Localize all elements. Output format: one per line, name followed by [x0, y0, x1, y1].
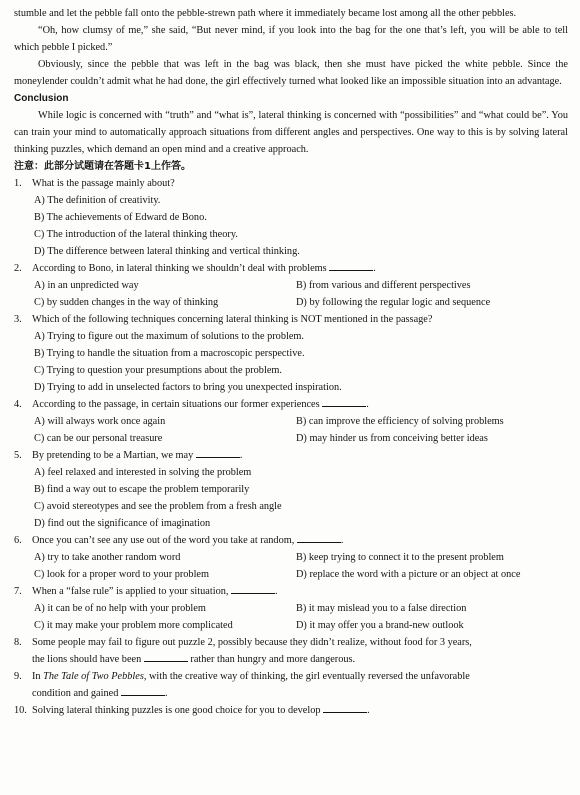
question-1: [14, 175, 568, 260]
option-a: A) in an unpredicted way: [34, 280, 139, 291]
answer-blank: [297, 532, 341, 543]
answer-blank: [323, 702, 367, 713]
story-title: The Tale of Two Pebbles: [43, 671, 144, 682]
question-stem-end: .: [367, 705, 370, 716]
question-8: [14, 634, 568, 668]
question-stem-continuation: [14, 651, 568, 668]
option-a: A) will always work once again: [34, 416, 166, 427]
passage-paragraph-2: “Oh, how clumsy of me,” she said, “But never mind, if you look into the bag for the one that’s left, you will be able to tell which pebble I picked.”: [14, 25, 568, 53]
stem-part: , with the creative way of thinking, the girl eventually reversed the unfavorable: [143, 671, 470, 682]
option-b: B) from various and different perspectives: [296, 280, 471, 291]
question-number: 1.: [14, 178, 22, 189]
question-number: 2.: [14, 263, 22, 274]
answer-blank: [144, 651, 188, 662]
option-b: B) The achievements of Edward de Bono.: [34, 212, 207, 223]
question-5: [14, 447, 568, 532]
option-b: B) can improve the efficiency of solving problems: [296, 416, 504, 427]
passage-paragraph-4: While logic is concerned with “truth” and “what is”, lateral thinking is concerned with “possibilities” and “what could be”. You can train your mind to automatically approach situations from different angles and perspectives. One way to this is by solving lateral thinking puzzles, which demand an open mind and a creative approach.: [14, 110, 568, 155]
option-b: B) it may mislead you to a false direction: [296, 603, 467, 614]
question-7: [14, 583, 568, 634]
question-stem: What is the passage mainly about?: [32, 178, 175, 189]
question-stem: By pretending to be a Martian, we may: [32, 450, 194, 461]
question-stem-end: .: [275, 586, 278, 597]
question-number: 3.: [14, 314, 22, 325]
question-stem-end: .: [366, 399, 369, 410]
option-a: A) The definition of creativity.: [34, 195, 161, 206]
answer-blank: [322, 396, 366, 407]
question-stem-end: .: [373, 263, 376, 274]
question-number: 10.: [14, 705, 27, 716]
question-stem: Solving lateral thinking puzzles is one good choice for you to develop: [32, 705, 321, 716]
question-number: 5.: [14, 450, 22, 461]
option-b: B) find a way out to escape the problem temporarily: [34, 484, 250, 495]
option-a: A) feel relaxed and interested in solving the problem: [34, 467, 252, 478]
stem-part: .: [164, 688, 168, 699]
stem-part: rather than hungry and more dangerous.: [190, 654, 356, 665]
question-number: 7.: [14, 586, 22, 597]
question-stem: According to the passage, in certain situations our former experiences: [32, 399, 320, 410]
stem-part: condition and gained: [32, 688, 119, 699]
question-number: 6.: [14, 535, 22, 546]
question-4: [14, 396, 568, 447]
answer-blank: [196, 447, 240, 458]
question-number: 4.: [14, 399, 22, 410]
passage-paragraph-1: stumble and let the pebble fall onto the pebble-strewn path where it immediately became lost among all the other pebbles.: [14, 8, 517, 19]
option-a: A) try to take another random word: [34, 552, 181, 563]
question-stem-continuation: [14, 685, 568, 702]
option-d: D) find out the significance of imagination: [34, 518, 211, 529]
answer-sheet-instruction: 注意：此部分试题请在答题卡1上作答。: [14, 161, 191, 172]
conclusion-heading: Conclusion: [14, 93, 69, 104]
stem-part: the lions should have been: [32, 654, 142, 665]
question-2: [14, 260, 568, 311]
passage-paragraph-3: Obviously, since the pebble that was left in the bag was black, then she must have picked the white pebble. Since the moneylender couldn’t admit what he had done, the girl effectively turned what looked like an impossible situation into an advantage.: [14, 59, 568, 87]
option-d: D) it may offer you a brand-new outlook: [296, 620, 464, 631]
option-c: C) look for a proper word to your problem: [34, 569, 210, 580]
question-9: [14, 668, 568, 702]
option-c: C) by sudden changes in the way of thinking: [34, 297, 219, 308]
option-d: D) by following the regular logic and sequence: [296, 297, 491, 308]
option-c: C) avoid stereotypes and see the problem from a fresh angle: [34, 501, 282, 512]
option-d: D) The difference between lateral thinking and vertical thinking.: [34, 246, 300, 257]
question-stem: When a “false rule” is applied to your situation,: [32, 586, 229, 597]
question-10: [14, 702, 568, 719]
question-stem: Once you can’t see any use out of the word you take at random,: [32, 535, 295, 546]
option-d: D) Trying to add in unselected factors to bring you unexpected inspiration.: [34, 382, 342, 393]
question-stem: Some people may fail to figure out puzzle 2, possibly because they didn’t realize, without food for 3 years,: [32, 637, 472, 648]
question-6: [14, 532, 568, 583]
option-c: C) Trying to question your presumptions about the problem.: [34, 365, 282, 376]
question-stem: Which of the following techniques concerning lateral thinking is NOT mentioned in the passage?: [32, 314, 433, 325]
question-number: 8.: [14, 637, 22, 648]
option-b: B) keep trying to connect it to the present problem: [296, 552, 504, 563]
option-a: A) it can be of no help with your problem: [34, 603, 206, 614]
option-c: C) can be our personal treasure: [34, 433, 163, 444]
option-d: D) replace the word with a picture or an object at once: [296, 569, 521, 580]
answer-blank: [231, 583, 275, 594]
question-3: [14, 311, 568, 396]
question-stem: According to Bono, in lateral thinking we shouldn’t deal with problems: [32, 263, 327, 274]
stem-part: In: [32, 671, 41, 682]
question-stem-end: .: [340, 535, 344, 546]
option-c: C) The introduction of the lateral thinking theory.: [34, 229, 238, 240]
answer-blank: [329, 260, 373, 271]
option-d: D) may hinder us from conceiving better ideas: [296, 433, 488, 444]
question-number: 9.: [14, 671, 22, 682]
answer-blank: [121, 685, 165, 696]
question-stem-end: .: [239, 450, 243, 461]
option-b: B) Trying to handle the situation from a macroscopic perspective.: [34, 348, 305, 359]
option-c: C) it may make your problem more complicated: [34, 620, 233, 631]
option-a: A) Trying to figure out the maximum of solutions to the problem.: [34, 331, 304, 342]
